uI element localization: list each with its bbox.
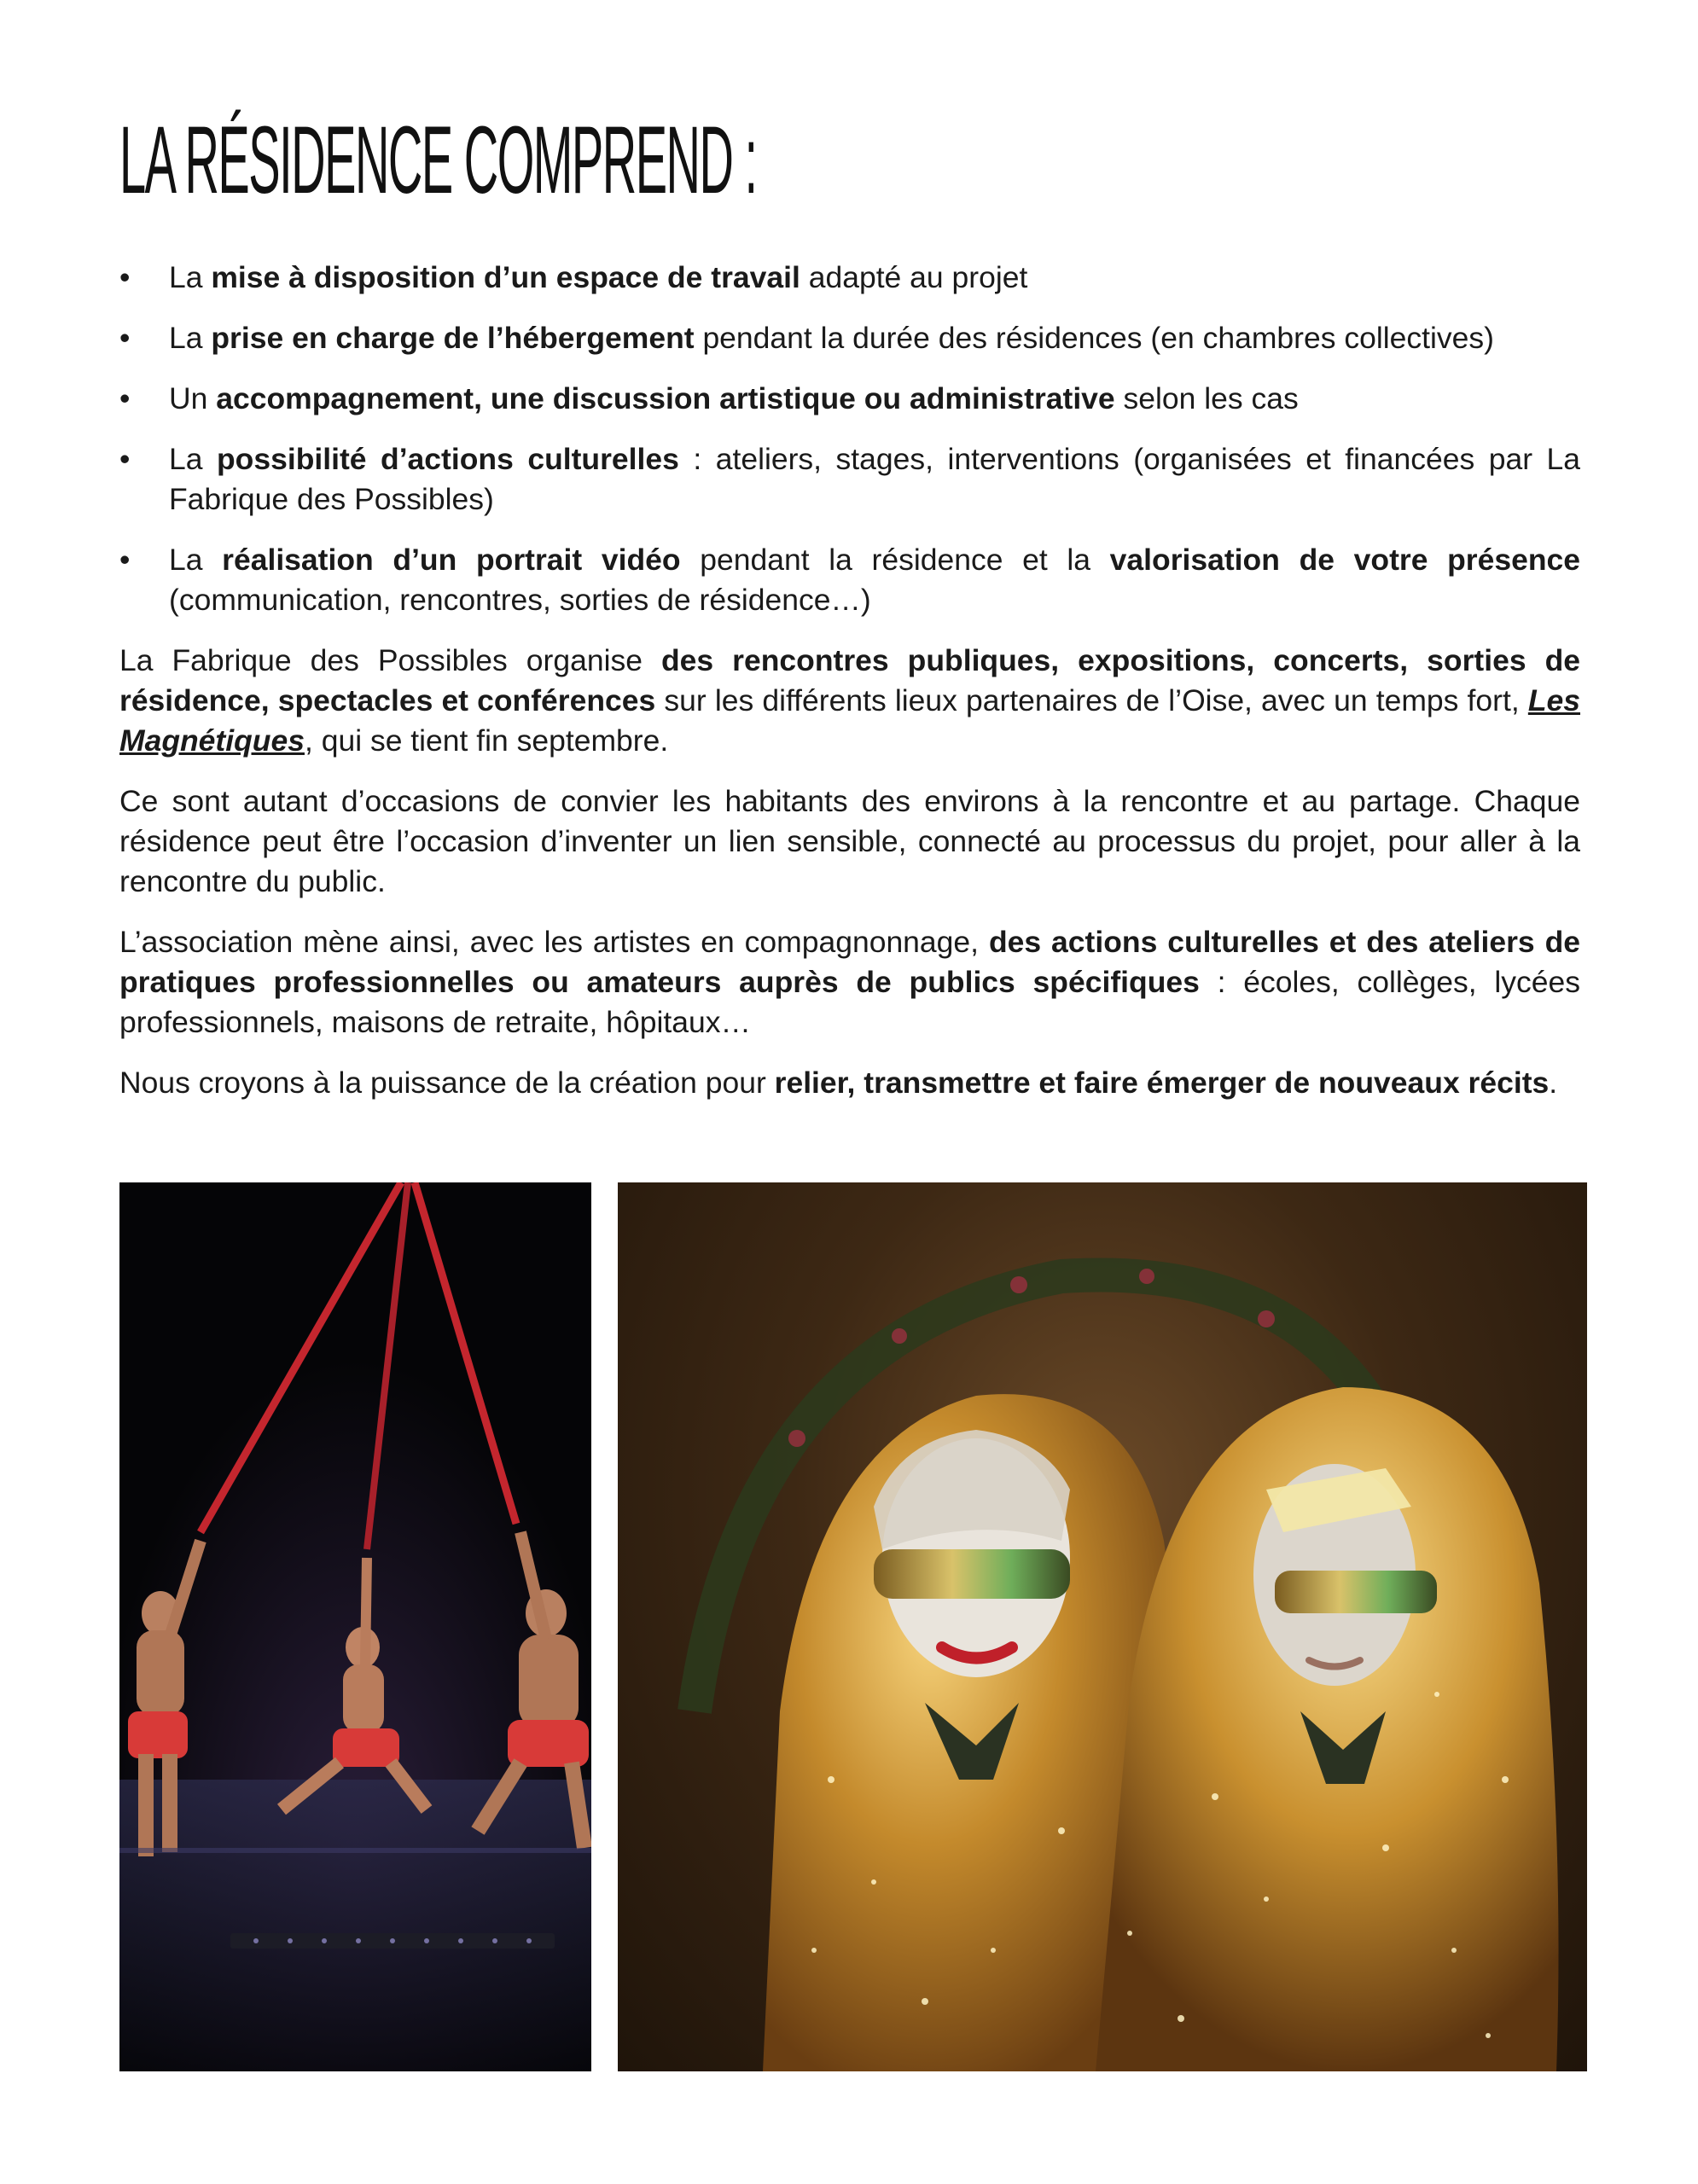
text-run: . bbox=[1549, 1066, 1558, 1100]
main-content bbox=[119, 258, 1580, 1124]
bullet-icon: • bbox=[119, 321, 131, 355]
bold-text: relier, transmettre et faire émerger de nouveaux récits bbox=[774, 1066, 1550, 1100]
text-run: selon les cas bbox=[1114, 381, 1299, 415]
bold-text: valorisation de votre présence bbox=[1109, 543, 1581, 577]
residence-features-list bbox=[119, 258, 1580, 620]
text-run: Nous croyons à la puissance de la création pour bbox=[119, 1066, 775, 1100]
golden-hooded-performers-photo bbox=[618, 1182, 1587, 2071]
text-run: pendant la durée des résidences (en chambres collectives) bbox=[694, 321, 1494, 355]
text-run: sur les différents lieux partenaires de l’Oise, avec un temps fort, bbox=[655, 683, 1528, 717]
list-item bbox=[119, 318, 1580, 358]
bold-text: réalisation d’un portrait vidéo bbox=[222, 543, 681, 577]
aerial-dancers-illustration bbox=[119, 1182, 591, 2071]
bold-text: prise en charge de l’hébergement bbox=[211, 321, 695, 355]
text-run: La Fabrique des Possibles organise bbox=[119, 643, 661, 677]
bullet-icon: • bbox=[119, 543, 131, 577]
paragraph-belief bbox=[119, 1063, 1580, 1103]
list-item bbox=[119, 439, 1580, 520]
aerial-dancers-photo bbox=[119, 1182, 591, 2071]
list-item bbox=[119, 258, 1580, 298]
bold-text: accompagnement, une discussion artistique ou administrative bbox=[216, 381, 1115, 415]
text-run: pendant la résidence et la bbox=[680, 543, 1110, 577]
bold-text: des rencontres publiques, expositions, concerts, sorties de résidence, spectacles et conférences bbox=[119, 643, 1580, 717]
text-run: La bbox=[169, 321, 212, 355]
text-run: La bbox=[169, 442, 217, 476]
golden-performers-illustration bbox=[618, 1182, 1587, 2071]
text-run: : écoles, collèges, lycées professionnels, maisons de retraite, hôpitaux… bbox=[119, 965, 1580, 1039]
text-run: , qui se tient fin septembre. bbox=[304, 723, 669, 758]
text-run: : ateliers, stages, interventions (organisées et financées par La Fabrique des Possibles) bbox=[169, 442, 1581, 516]
paragraph-association bbox=[119, 922, 1580, 1043]
text-run: (communication, rencontres, sorties de résidence…) bbox=[169, 583, 871, 617]
page-title: LA RÉSIDENCE COMPREND : bbox=[119, 107, 757, 213]
paragraph-events bbox=[119, 641, 1580, 761]
bold-text: des actions culturelles et des ateliers de pratiques professionnelles ou amateurs auprès de publics spécifiques bbox=[119, 925, 1580, 999]
list-item bbox=[119, 540, 1580, 620]
text-run: adapté au projet bbox=[800, 260, 1028, 294]
les-magnetiques-link[interactable]: Les Magnétiques bbox=[119, 683, 1580, 758]
text-run: La bbox=[169, 260, 212, 294]
bullet-icon: • bbox=[119, 442, 131, 476]
text-run: La bbox=[169, 543, 223, 577]
list-item bbox=[119, 379, 1580, 419]
bullet-icon: • bbox=[119, 260, 131, 294]
bold-text: possibilité d’actions culturelles bbox=[216, 442, 679, 476]
paragraph-occasions: Ce sont autant d’occasions de convier les habitants des environs à la rencontre et au partage. Chaque résidence peut être l’occasion d’inventer un lien sensible, connecté au processus du projet, pour aller à la rencontre du public. bbox=[119, 784, 1580, 898]
text-run: L’association mène ainsi, avec les artistes en compagnonnage, bbox=[119, 925, 989, 959]
text-run: Un bbox=[169, 381, 217, 415]
bold-text: mise à disposition d’un espace de travail bbox=[211, 260, 800, 294]
bullet-icon: • bbox=[119, 381, 131, 415]
